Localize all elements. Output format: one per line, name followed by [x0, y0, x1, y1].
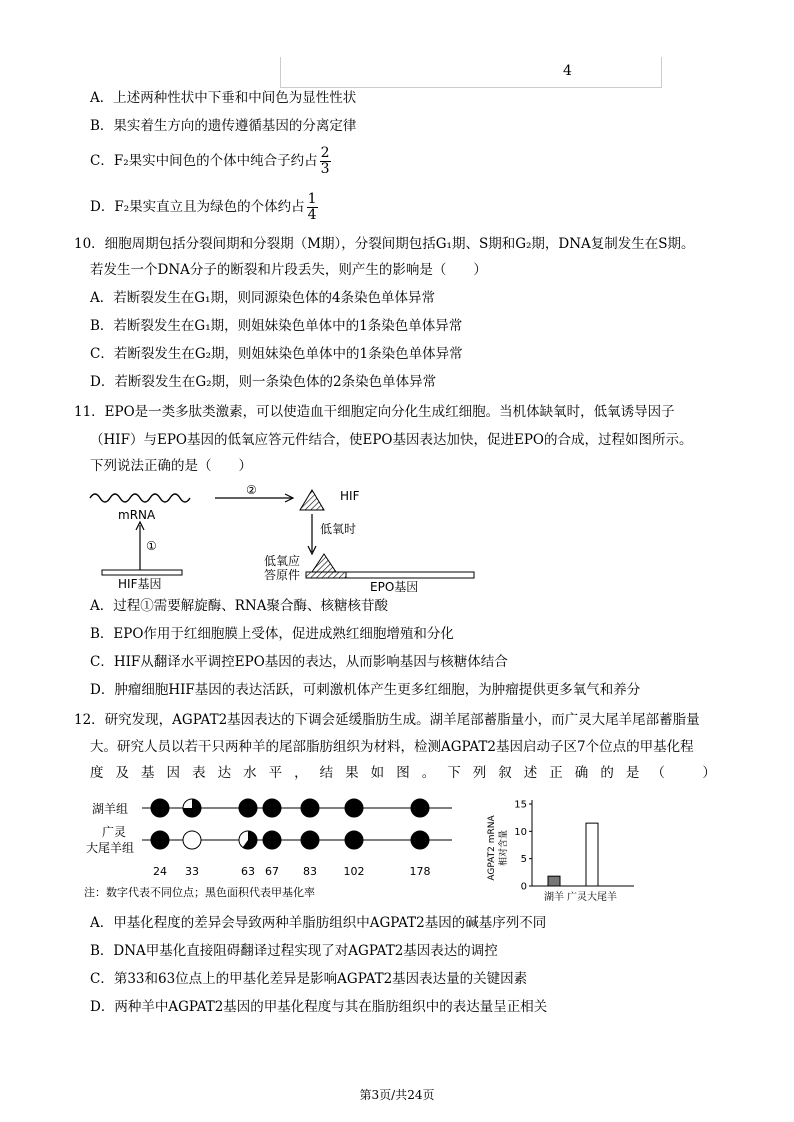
frac-num: 1: [307, 191, 317, 207]
frac-num: 2: [320, 145, 330, 161]
frac-den: 3: [320, 161, 330, 177]
agpat2-bar-chart: [480, 782, 640, 906]
q9-option-a: A．上述两种性状中下垂和中间色为显性性状: [90, 90, 357, 106]
page-footer: 第3页/共24页: [359, 1088, 435, 1102]
methylation-site-circle: [151, 799, 169, 817]
step1-label: ①: [146, 539, 157, 553]
site-number-label: 63: [241, 865, 255, 878]
site-number-label: 67: [265, 865, 279, 878]
hre-label-2: 答原件: [264, 568, 301, 582]
stem3-char: （: [651, 765, 665, 781]
fraction-1-4: [307, 192, 318, 223]
hif-gene-label: HIF基因: [118, 577, 162, 591]
q9-option-b: B．果实着生方向的遗传遵循基因的分离定律: [90, 118, 357, 134]
stem3-char: 。: [421, 765, 436, 781]
stem3-char: 如: [370, 765, 385, 781]
x-category-label: 广灵大尾羊: [567, 892, 617, 903]
methylation-site-circle: [263, 831, 281, 849]
methylation-site-circle: [345, 799, 363, 817]
stem3-char: [677, 763, 691, 783]
methylation-site-circle: [345, 831, 363, 849]
q11-option-a: A．过程①需要解旋酶、RNA聚合酶、核糖核苷酸: [90, 598, 388, 614]
q11-stem-3: 下列说法正确的是（ ）: [90, 458, 252, 474]
row1-label: 湖羊组: [92, 802, 129, 816]
q12-option-c: C．第33和63位点上的甲基化差异是影响AGPAT2基因表达量的关键因素: [90, 971, 528, 987]
row2-label-b: 大尾羊组: [86, 841, 135, 855]
stem3-char: 是: [625, 765, 640, 781]
hypoxia-label: 低氧时: [320, 522, 357, 536]
stem3-char: 因: [166, 765, 181, 781]
stem3-char: 表: [192, 765, 206, 781]
bar-2: [586, 823, 598, 886]
y-axis-label-line2: 相对含量: [499, 829, 509, 867]
stem3-char: 基: [141, 765, 155, 781]
q10-stem-2: 若发生一个DNA分子的断裂和片段丢失，则产生的影响是（ ）: [90, 262, 487, 278]
q12-stem-3: [90, 763, 716, 783]
q12-option-b: B．DNA甲基化直接阻碍翻译过程实现了对AGPAT2基因表达的调控: [90, 943, 498, 959]
methylation-site-circle: [239, 831, 257, 849]
hif-protein-triangle: [300, 490, 324, 510]
stem3-char: 度: [90, 765, 104, 781]
hre-element: [306, 572, 346, 578]
stem3-char: 确: [574, 765, 589, 781]
step2-label: ②: [246, 483, 257, 497]
q9-option-c: [90, 146, 331, 177]
site-number-label: 83: [303, 865, 317, 878]
header-box: [280, 57, 662, 88]
methylation-site-circle: [151, 831, 169, 849]
q12-stem-2: 大。研究人员以若干只两种羊的尾部脂肪组织为材料，检测AGPAT2基因启动子区7个位点的甲基化程: [90, 739, 694, 755]
figure-note: 注：数字代表不同位点；黑色面积代表甲基化率: [84, 886, 315, 899]
stem3-char: 列: [472, 765, 487, 781]
methylation-site-circle: [239, 799, 257, 817]
epo-gene-label: EPO基因: [370, 580, 419, 592]
site-number-label: 178: [409, 865, 431, 878]
methylation-site-circle: [263, 799, 281, 817]
stem3-char: 平: [268, 765, 283, 781]
q10-option-c: C．若断裂发生在G₂期，则姐妹染色单体中的1条染色单体异常: [90, 346, 463, 362]
hre-label-1: 低氧应: [264, 554, 301, 568]
stem3-char: ，: [294, 765, 308, 781]
q12-stem-1: 12．研究发现，AGPAT2基因表达的下调会延缓脂肪生成。湖羊尾部蓄脂量小，而广灵大尾羊尾部蓄脂量: [74, 712, 700, 728]
stem3-char: 的: [600, 765, 614, 781]
stem3-char: 下: [447, 765, 461, 781]
q11-stem-1: 11．EPO是一类多肽类激素，可以使造血干细胞定向分化生成红细胞。当机体缺氧时，低氧诱导因子: [74, 404, 675, 420]
epo-gene-bar: [346, 572, 474, 578]
q12-option-d: D．两种羊中AGPAT2基因的甲基化程度与其在脂肪组织中的表达量呈正相关: [90, 999, 548, 1015]
q10-stem-1: 10．细胞周期包括分裂间期和分裂期（M期），分裂间期包括G₁期、S期和G₂期，DNA复制发生在S期。: [74, 236, 695, 252]
page-number: 4: [563, 63, 572, 79]
x-category-label: 湖羊: [544, 892, 564, 903]
methylation-site-circle: [411, 799, 429, 817]
bar-1: [548, 876, 560, 886]
q9-option-d: [90, 192, 318, 223]
methylation-site-circle: [301, 799, 319, 817]
stem3-char: 图: [396, 765, 410, 781]
row2-label-a: 广灵: [102, 825, 127, 839]
stem3-char: 结: [319, 765, 334, 781]
q10-option-b: B．若断裂发生在G₁期，则姐妹染色单体中的1条染色单体异常: [90, 318, 463, 334]
epo-regulation-diagram: [80, 480, 500, 592]
methylation-site-circle: [183, 799, 201, 817]
stem3-char: 述: [523, 765, 538, 781]
q10-option-a: A．若断裂发生在G₁期，则同源染色体的4条染色单体异常: [90, 290, 436, 306]
hif-gene-bar: [102, 570, 182, 575]
q12-option-a: A．甲基化程度的差异会导致两种羊脂肪组织中AGPAT2基因的碱基序列不同: [90, 915, 547, 931]
frac-den: 4: [307, 207, 317, 223]
methylation-site-circle: [301, 831, 319, 849]
y-tick-label: 5: [520, 854, 527, 866]
stem3-char: 果: [345, 765, 359, 781]
methylation-figure: [80, 790, 480, 910]
stem3-char: 正: [549, 765, 563, 781]
q9-option-c-text: C．F₂果实中间色的个体中纯合子约占: [90, 153, 318, 169]
y-tick-label: 0: [520, 881, 527, 893]
mrna-wave: [90, 494, 190, 502]
site-number-label: 102: [343, 865, 365, 878]
fraction-2-3: [320, 146, 331, 177]
methylation-site-circle: [411, 831, 429, 849]
stem3-char: ）: [702, 765, 716, 781]
stem3-char: 及: [115, 765, 130, 781]
y-axis-label-line1: AGPAT2 mRNA: [487, 815, 497, 881]
q11-option-d: D．肿瘤细胞HIF基因的表达活跃，可刺激机体产生更多红细胞，为肿瘤提供更多氧气和养分: [90, 682, 641, 698]
y-tick-label: 10: [514, 826, 527, 838]
mrna-label: mRNA: [118, 508, 156, 522]
stem3-char: 水: [243, 765, 257, 781]
q11-option-b: B．EPO作用于红细胞膜上受体，促进成熟红细胞增殖和分化: [90, 626, 454, 642]
q11-stem-2: （HIF）与EPO基因的低氧应答元件结合，使EPO基因表达加快，促进EPO的合成，过程如图所示。: [90, 432, 693, 448]
hif-label: HIF: [340, 489, 360, 503]
q9-option-d-text: D．F₂果实直立且为绿色的个体约占: [90, 199, 305, 215]
hif-bound-triangle: [312, 554, 336, 572]
site-number-label: 33: [185, 865, 199, 878]
y-tick-label: 15: [514, 799, 527, 811]
methylation-site-circle: [183, 831, 201, 849]
q10-option-d: D．若断裂发生在G₂期，则一条染色体的2条染色单体异常: [90, 374, 437, 390]
q11-option-c: C．HIF从翻译水平调控EPO基因的表达，从而影响基因与核糖体结合: [90, 654, 508, 670]
site-number-label: 24: [153, 865, 167, 878]
stem3-char: 叙: [498, 765, 512, 781]
stem3-char: 达: [217, 765, 232, 781]
